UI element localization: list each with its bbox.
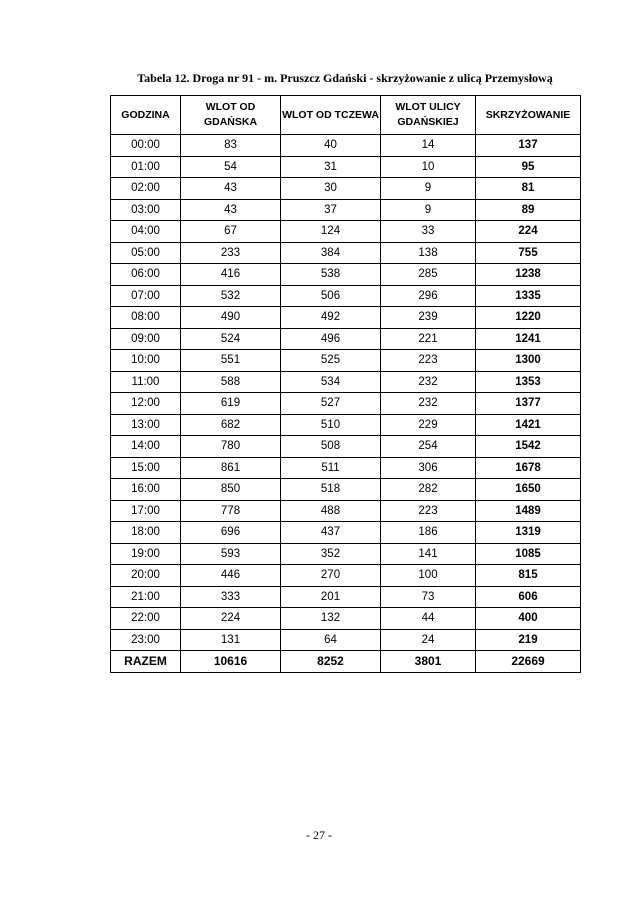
- total-wlot-od-tczewa: 8252: [281, 651, 381, 673]
- cell-wlot-od-tczewa: 40: [281, 135, 381, 157]
- cell-wlot-od-tczewa: 201: [281, 586, 381, 608]
- table-row: [111, 350, 581, 372]
- cell-hour: 22:00: [111, 608, 181, 630]
- header-wlot-od-tczewa: WLOT OD TCZEWA: [281, 96, 381, 135]
- cell-hour: 23:00: [111, 629, 181, 651]
- header-wlot-ulicy-gdanskiej: WLOT ULICY GDAŃSKIEJ: [381, 96, 476, 135]
- cell-wlot-ulicy-gdanskiej: 44: [381, 608, 476, 630]
- cell-wlot-od-tczewa: 534: [281, 371, 381, 393]
- total-label: RAZEM: [111, 651, 181, 673]
- header-row: [111, 96, 581, 135]
- table-row: [111, 264, 581, 286]
- cell-wlot-od-gdanska: 83: [181, 135, 281, 157]
- header-godzina: GODZINA: [111, 96, 181, 135]
- cell-hour: 06:00: [111, 264, 181, 286]
- cell-wlot-od-tczewa: 437: [281, 522, 381, 544]
- total-skrzyzowanie: 22669: [476, 651, 581, 673]
- cell-skrzyzowanie: 89: [476, 199, 581, 221]
- cell-wlot-ulicy-gdanskiej: 306: [381, 457, 476, 479]
- cell-wlot-od-gdanska: 67: [181, 221, 281, 243]
- cell-wlot-od-gdanska: 532: [181, 285, 281, 307]
- table-row: [111, 543, 581, 565]
- cell-wlot-od-gdanska: 778: [181, 500, 281, 522]
- cell-wlot-od-gdanska: 333: [181, 586, 281, 608]
- table-row: [111, 221, 581, 243]
- cell-wlot-od-gdanska: 224: [181, 608, 281, 630]
- cell-skrzyzowanie: 1377: [476, 393, 581, 415]
- cell-hour: 05:00: [111, 242, 181, 264]
- cell-skrzyzowanie: 1678: [476, 457, 581, 479]
- table-row: [111, 328, 581, 350]
- table-row: [111, 500, 581, 522]
- cell-wlot-ulicy-gdanskiej: 223: [381, 500, 476, 522]
- cell-wlot-ulicy-gdanskiej: 9: [381, 199, 476, 221]
- cell-wlot-ulicy-gdanskiej: 14: [381, 135, 476, 157]
- page-number: - 27 -: [306, 828, 332, 842]
- cell-wlot-od-tczewa: 538: [281, 264, 381, 286]
- cell-wlot-od-gdanska: 54: [181, 156, 281, 178]
- table-row: [111, 178, 581, 200]
- table-row: [111, 586, 581, 608]
- table-row: [111, 156, 581, 178]
- cell-hour: 03:00: [111, 199, 181, 221]
- cell-wlot-od-tczewa: 352: [281, 543, 381, 565]
- cell-skrzyzowanie: 1319: [476, 522, 581, 544]
- cell-skrzyzowanie: 224: [476, 221, 581, 243]
- cell-hour: 10:00: [111, 350, 181, 372]
- cell-wlot-od-gdanska: 588: [181, 371, 281, 393]
- cell-hour: 16:00: [111, 479, 181, 501]
- cell-wlot-ulicy-gdanskiej: 282: [381, 479, 476, 501]
- cell-wlot-od-tczewa: 511: [281, 457, 381, 479]
- total-wlot-ulicy-gdanskiej: 3801: [381, 651, 476, 673]
- cell-hour: 00:00: [111, 135, 181, 157]
- cell-skrzyzowanie: 1241: [476, 328, 581, 350]
- cell-wlot-ulicy-gdanskiej: 186: [381, 522, 476, 544]
- cell-hour: 15:00: [111, 457, 181, 479]
- cell-wlot-od-gdanska: 682: [181, 414, 281, 436]
- table-row: [111, 457, 581, 479]
- table-row: [111, 242, 581, 264]
- cell-wlot-od-gdanska: 446: [181, 565, 281, 587]
- cell-skrzyzowanie: 400: [476, 608, 581, 630]
- cell-wlot-od-gdanska: 524: [181, 328, 281, 350]
- cell-wlot-ulicy-gdanskiej: 138: [381, 242, 476, 264]
- cell-wlot-od-gdanska: 233: [181, 242, 281, 264]
- cell-skrzyzowanie: 606: [476, 586, 581, 608]
- cell-skrzyzowanie: 1650: [476, 479, 581, 501]
- cell-wlot-od-tczewa: 64: [281, 629, 381, 651]
- cell-skrzyzowanie: 81: [476, 178, 581, 200]
- cell-wlot-ulicy-gdanskiej: 221: [381, 328, 476, 350]
- cell-wlot-od-tczewa: 37: [281, 199, 381, 221]
- cell-hour: 12:00: [111, 393, 181, 415]
- cell-wlot-ulicy-gdanskiej: 141: [381, 543, 476, 565]
- cell-wlot-ulicy-gdanskiej: 223: [381, 350, 476, 372]
- cell-wlot-od-tczewa: 31: [281, 156, 381, 178]
- cell-hour: 07:00: [111, 285, 181, 307]
- cell-skrzyzowanie: 1353: [476, 371, 581, 393]
- cell-wlot-od-tczewa: 384: [281, 242, 381, 264]
- table-row: [111, 522, 581, 544]
- cell-wlot-ulicy-gdanskiej: 100: [381, 565, 476, 587]
- cell-skrzyzowanie: 1489: [476, 500, 581, 522]
- table-row: [111, 608, 581, 630]
- cell-wlot-od-tczewa: 132: [281, 608, 381, 630]
- cell-wlot-od-tczewa: 510: [281, 414, 381, 436]
- cell-wlot-ulicy-gdanskiej: 229: [381, 414, 476, 436]
- traffic-table: [110, 95, 581, 673]
- cell-wlot-ulicy-gdanskiej: 232: [381, 393, 476, 415]
- cell-wlot-od-gdanska: 551: [181, 350, 281, 372]
- cell-wlot-od-gdanska: 593: [181, 543, 281, 565]
- cell-wlot-ulicy-gdanskiej: 239: [381, 307, 476, 329]
- cell-skrzyzowanie: 137: [476, 135, 581, 157]
- cell-hour: 08:00: [111, 307, 181, 329]
- cell-wlot-od-gdanska: 850: [181, 479, 281, 501]
- cell-wlot-ulicy-gdanskiej: 73: [381, 586, 476, 608]
- cell-wlot-od-tczewa: 527: [281, 393, 381, 415]
- cell-skrzyzowanie: 1085: [476, 543, 581, 565]
- total-wlot-od-gdanska: 10616: [181, 651, 281, 673]
- cell-hour: 04:00: [111, 221, 181, 243]
- table-body: [111, 135, 581, 673]
- cell-skrzyzowanie: 755: [476, 242, 581, 264]
- table-row: [111, 414, 581, 436]
- cell-hour: 01:00: [111, 156, 181, 178]
- cell-wlot-od-tczewa: 506: [281, 285, 381, 307]
- table-row: [111, 371, 581, 393]
- cell-wlot-ulicy-gdanskiej: 10: [381, 156, 476, 178]
- cell-wlot-od-tczewa: 525: [281, 350, 381, 372]
- cell-wlot-ulicy-gdanskiej: 296: [381, 285, 476, 307]
- cell-wlot-od-gdanska: 696: [181, 522, 281, 544]
- cell-wlot-od-gdanska: 43: [181, 199, 281, 221]
- cell-hour: 20:00: [111, 565, 181, 587]
- table-row: [111, 307, 581, 329]
- cell-skrzyzowanie: 1300: [476, 350, 581, 372]
- cell-wlot-od-tczewa: 30: [281, 178, 381, 200]
- cell-skrzyzowanie: 815: [476, 565, 581, 587]
- table-row: [111, 135, 581, 157]
- cell-wlot-od-tczewa: 492: [281, 307, 381, 329]
- cell-wlot-od-gdanska: 416: [181, 264, 281, 286]
- cell-hour: 02:00: [111, 178, 181, 200]
- cell-skrzyzowanie: 1421: [476, 414, 581, 436]
- cell-wlot-ulicy-gdanskiej: 33: [381, 221, 476, 243]
- cell-skrzyzowanie: 1220: [476, 307, 581, 329]
- cell-wlot-ulicy-gdanskiej: 232: [381, 371, 476, 393]
- table-row: [111, 629, 581, 651]
- cell-wlot-od-gdanska: 619: [181, 393, 281, 415]
- table-row: [111, 565, 581, 587]
- cell-hour: 14:00: [111, 436, 181, 458]
- header-wlot-od-gdanska: WLOT OD GDAŃSKA: [181, 96, 281, 135]
- cell-hour: 19:00: [111, 543, 181, 565]
- cell-wlot-od-tczewa: 518: [281, 479, 381, 501]
- cell-wlot-od-gdanska: 780: [181, 436, 281, 458]
- cell-wlot-od-tczewa: 508: [281, 436, 381, 458]
- cell-wlot-od-tczewa: 124: [281, 221, 381, 243]
- cell-wlot-od-tczewa: 488: [281, 500, 381, 522]
- cell-wlot-od-tczewa: 496: [281, 328, 381, 350]
- cell-wlot-od-gdanska: 490: [181, 307, 281, 329]
- cell-skrzyzowanie: 219: [476, 629, 581, 651]
- table-row: [111, 479, 581, 501]
- cell-wlot-ulicy-gdanskiej: 285: [381, 264, 476, 286]
- cell-hour: 11:00: [111, 371, 181, 393]
- table-caption: Tabela 12. Droga nr 91 - m. Pruszcz Gdański - skrzyżowanie z ulicą Przemysłową: [137, 71, 553, 85]
- total-row: [111, 651, 581, 673]
- cell-hour: 17:00: [111, 500, 181, 522]
- cell-wlot-od-gdanska: 131: [181, 629, 281, 651]
- cell-skrzyzowanie: 95: [476, 156, 581, 178]
- cell-hour: 09:00: [111, 328, 181, 350]
- header-skrzyzowanie: SKRZYŻOWANIE: [476, 96, 581, 135]
- cell-wlot-ulicy-gdanskiej: 254: [381, 436, 476, 458]
- cell-skrzyzowanie: 1542: [476, 436, 581, 458]
- cell-wlot-ulicy-gdanskiej: 9: [381, 178, 476, 200]
- cell-skrzyzowanie: 1335: [476, 285, 581, 307]
- table-row: [111, 199, 581, 221]
- cell-wlot-od-tczewa: 270: [281, 565, 381, 587]
- table-row: [111, 436, 581, 458]
- cell-hour: 13:00: [111, 414, 181, 436]
- table-row: [111, 285, 581, 307]
- cell-hour: 21:00: [111, 586, 181, 608]
- cell-skrzyzowanie: 1238: [476, 264, 581, 286]
- table-row: [111, 393, 581, 415]
- cell-wlot-od-gdanska: 861: [181, 457, 281, 479]
- cell-hour: 18:00: [111, 522, 181, 544]
- cell-wlot-ulicy-gdanskiej: 24: [381, 629, 476, 651]
- cell-wlot-od-gdanska: 43: [181, 178, 281, 200]
